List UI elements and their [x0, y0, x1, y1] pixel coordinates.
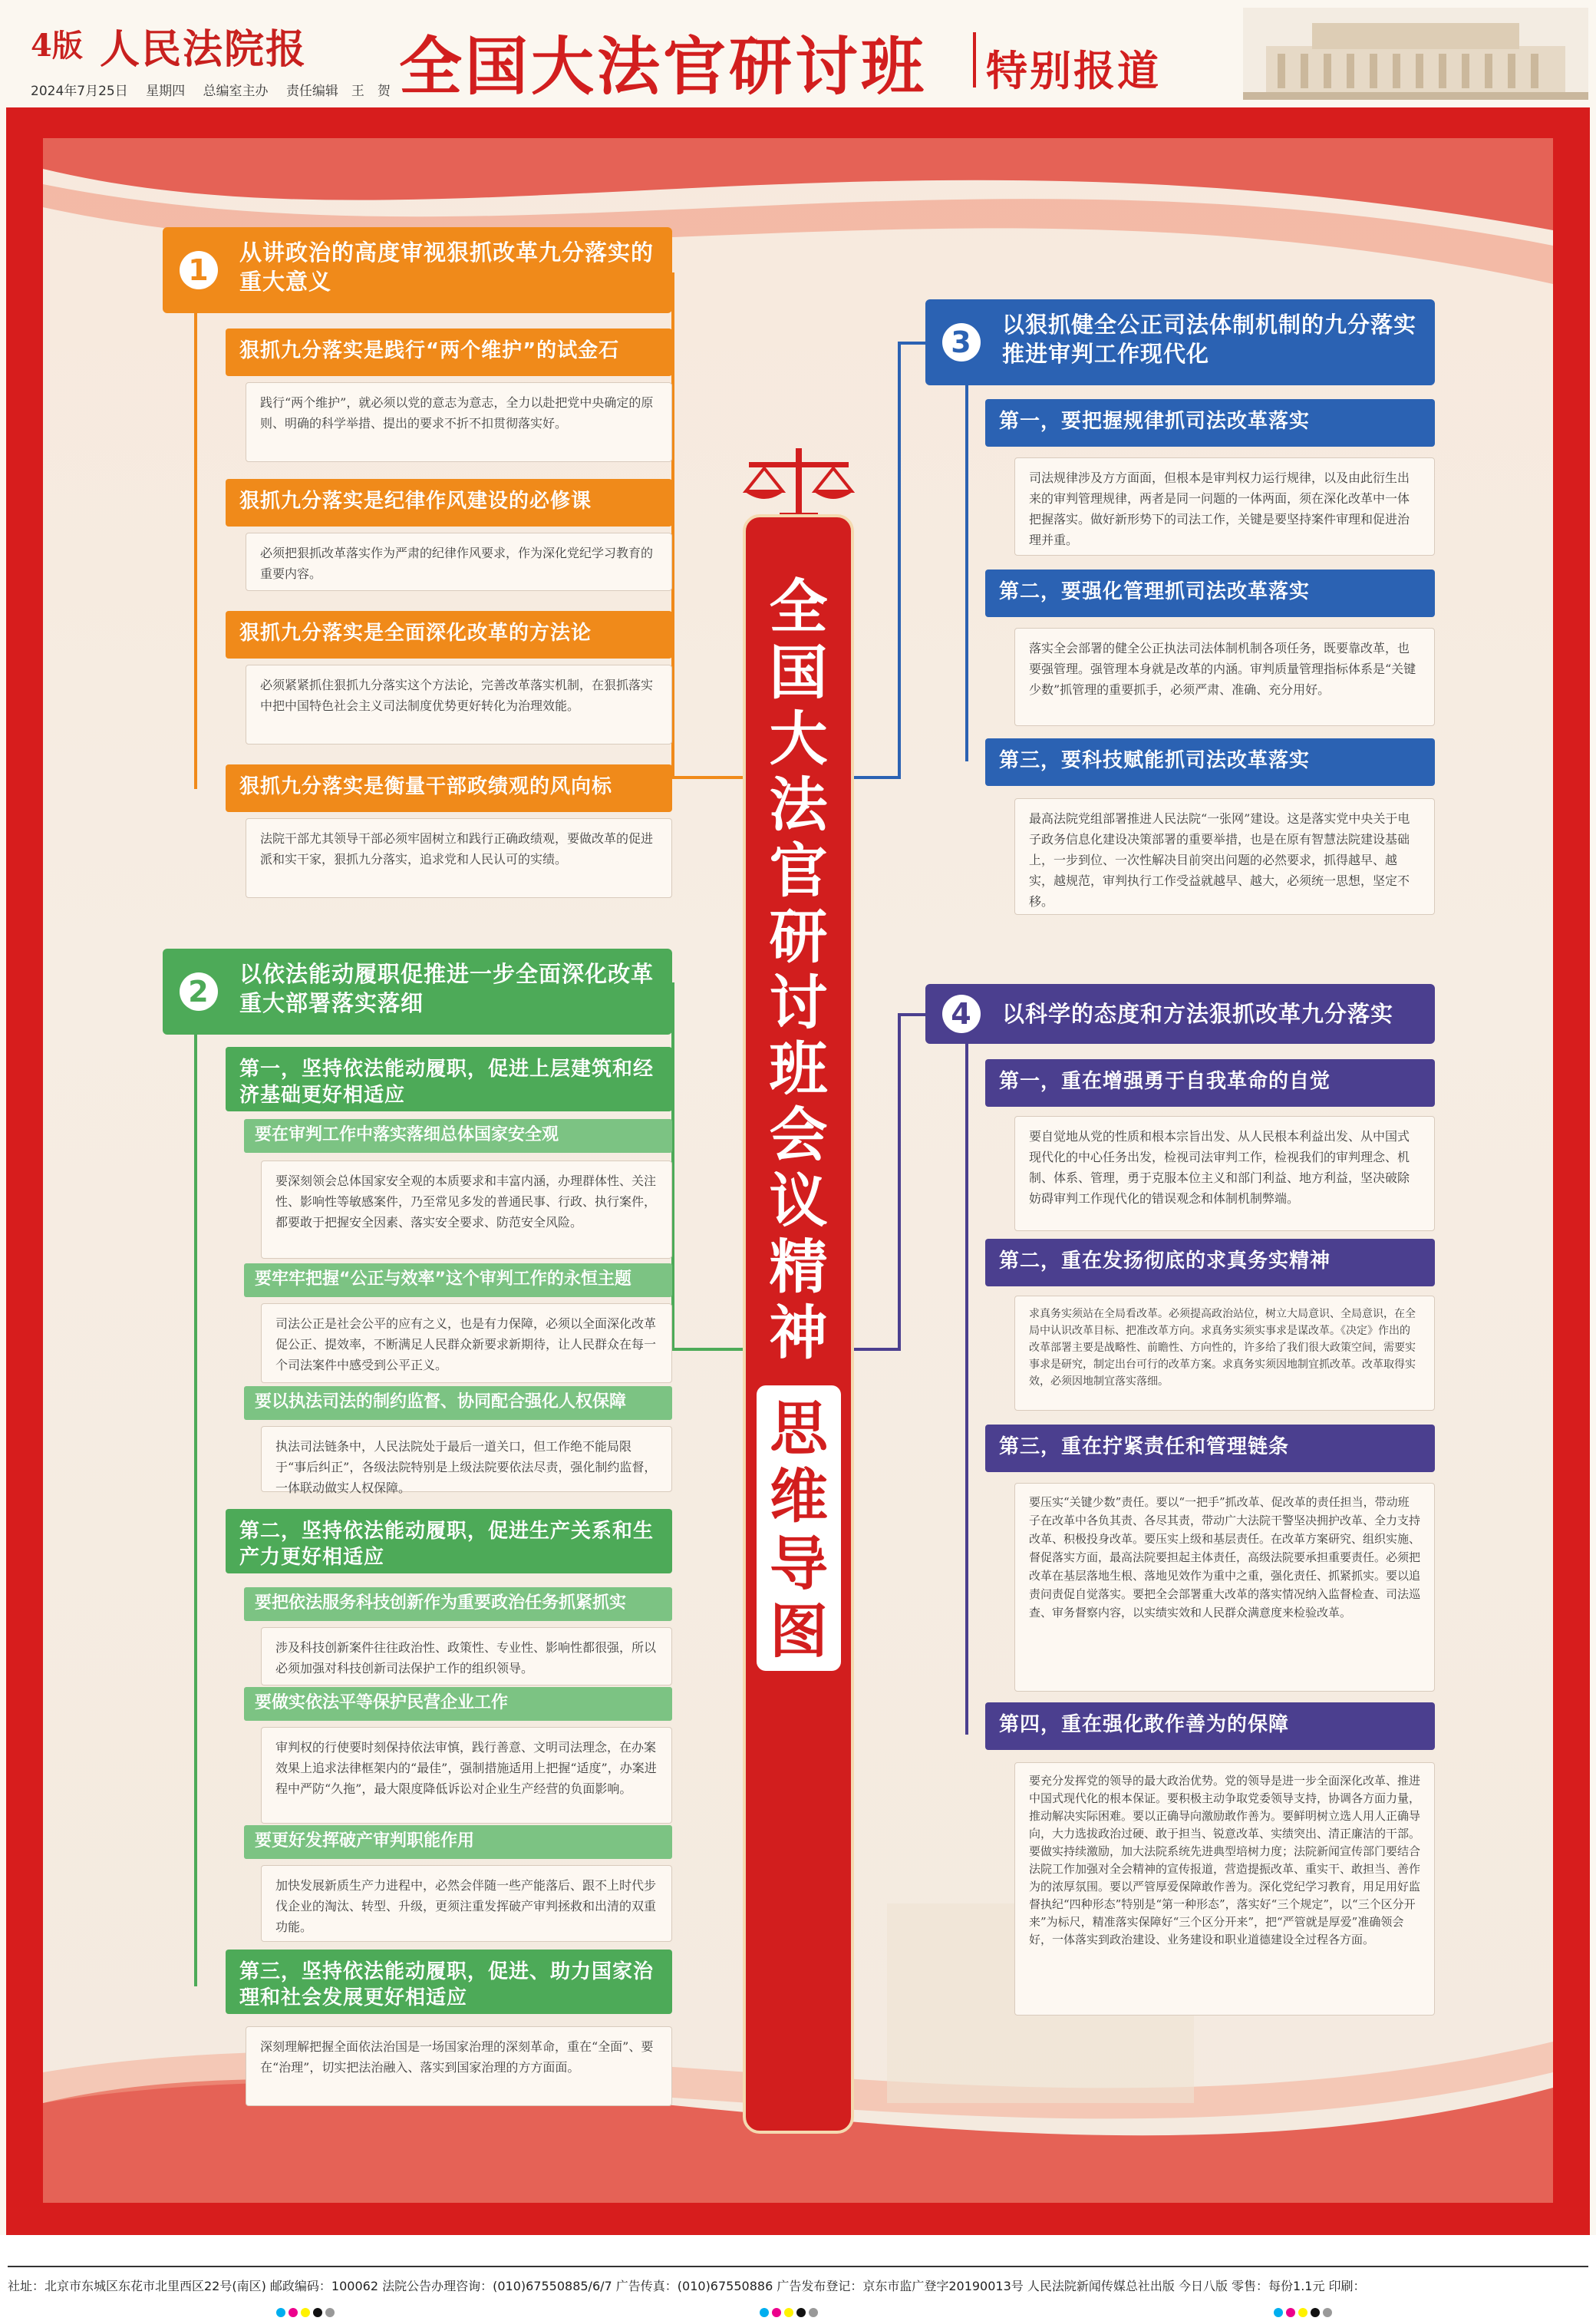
s1-item-3-title: 狠抓九分落实是全面深化改革的方法论	[226, 611, 672, 659]
s3-item-1-title: 第一，要把握规律抓司法改革落实	[985, 399, 1435, 447]
edition-label: 4版	[31, 28, 83, 64]
s2-p1-item-3-title: 要以执法司法的制约监督、协同配合强化人权保障	[244, 1386, 672, 1420]
section-2-header	[163, 949, 672, 1035]
s1-item-2-title: 狠抓九分落实是纪律作风建设的必修课	[226, 479, 672, 527]
s4-item-1-title: 第一，重在增强勇于自我革命的自觉	[985, 1059, 1435, 1107]
section-3-number: 3	[942, 323, 981, 362]
s2-p2-item-2-title: 要做实依法平等保护民营企业工作	[244, 1687, 672, 1721]
s2-p2-item-2-text: 审判权的行使要时刻保持依法审慎，践行善意、文明司法理念，在办案效果上追求法律框架内的“最佳”，强制措施适用上把握“适度”，办案进程中严防“久拖”，最大限度降低诉讼对企业生产经营的负面影响。	[261, 1727, 672, 1824]
print-marks-right	[1274, 2306, 1358, 2316]
s2-p2-item-3-text: 加快发展新质生产力进程中，必然会伴随一些产能落后、跟不上时代步伐企业的淘汰、转型、升级，更须注重发挥破产审判拯救和出清的双重功能。	[261, 1865, 672, 1942]
s4-item-3-text: 要压实“关键少数”责任。要以“一把手”抓改革、促改革的责任担当，带动班子在改革中各负其责、各尽其责，带动广大法院干警坚决拥护改革、全力支持改革、积极投身改革。要压实上级和基层责任。在改革方案研究、组织实施、督促落实方面，最高法院要担起主体责任，高级法院要承担重要责任。必须把改革在基层落地生根、落地见效作为重中之重，强化责任、抓紧抓实。要以追责问责促自觉落实。要把全会部署重大改革的落实情况纳入监督检查、司法巡查、审务督察内容，以实绩实效和人民群众满意度来检验改革。	[1014, 1483, 1435, 1692]
s4-item-2-text: 求真务实须站在全局看改革。必须提高政治站位，树立大局意识、全局意识，在全局中认识改革目标、把准改革方向。求真务实须实事求是谋改革。《决定》作出的改革部署主要是战略性、前瞻性、方向性的，许多给了我们很大政策空间，需要实事求是研究，制定出台可行的改革方案。求真务实须因地制宜抓改革。改革取得实效，必须因地制宜落实落细。	[1014, 1296, 1435, 1411]
title-separator	[973, 32, 976, 87]
s3-item-2-title: 第二，要强化管理抓司法改革落实	[985, 570, 1435, 617]
connector-s3	[898, 342, 901, 779]
s1-item-4-text: 法院干部尤其领导干部必须牢固树立和践行正确政绩观，要做改革的促进派和实干家，狠抓九分落实，追求党和人民认可的实绩。	[246, 818, 672, 898]
s2-part-2-title: 第二，坚持依法能动履职，促进生产关系和生产力更好相适应	[226, 1509, 672, 1573]
s3-item-3-title: 第三，要科技赋能抓司法改革落实	[985, 738, 1435, 786]
section-4-title: 以科学的态度和方法狠抓改革九分落实	[1002, 1001, 1394, 1027]
s4-item-4-text: 要充分发挥党的领导的最大政治优势。党的领导是进一步全面深化改革、推进中国式现代化的根本保证。要积极主动争取党委领导支持，协调各方面力量，推动解决实际困难。要以正确导向激励敢作善为。要鲜明树立选人用人正确导向，大力选拔政治过硬、敢于担当、锐意改革、实绩突出、清正廉洁的干部。要做实持续激励，加大法院系统先进典型培树力度；法院新闻宣传部门要结合法院工作加强对全会精神的宣传报道，营造提振改革、重实干、敢担当、善作为的浓厚氛围。要以严管厚爱保障敢作善为。深化党纪学习教育，用足用好监督执纪“四种形态”特别是“第一种形态”，落实好“三个规定”，以“三个区分开来”为标尺，精准落实保障好“三个区分开来”，把“严管就是厚爱”准确领会好，一体落实到政治建设、业务建设和职业道德建设全过程各方面。	[1014, 1762, 1435, 2016]
s2-p1-item-3-text: 执法司法链条中，人民法院处于最后一道关口，但工作绝不能局限于“事后纠正”，各级法院特别是上级法院要依法尽责，强化制约监督，一体联动做实人权保障。	[261, 1426, 672, 1492]
section-1-title: 从讲政治的高度审视狠抓改革九分落实的重大意义	[239, 239, 655, 295]
s2-p1-item-2-text: 司法公正是社会公平的应有之义，也是有力保障，必须以全面深化改革促公正、提效率，不断满足人民群众新要求新期待，让人民群众在每一个司法案件中感受到公平正义。	[261, 1303, 672, 1383]
print-marks-left	[276, 2306, 361, 2316]
section-1-header	[163, 227, 672, 313]
mind-map-label: 思维导图	[770, 1395, 828, 1666]
issue-date: 2024年7月25日	[31, 84, 128, 99]
section-1-branch	[194, 313, 197, 789]
section-3-header	[925, 299, 1435, 385]
connector-s4	[898, 1013, 901, 1351]
section-3-branch	[965, 385, 968, 761]
footer-rule	[8, 2266, 1588, 2267]
s2-part-3-title: 第三，坚持依法能动履职，促进、助力国家治理和社会发展更好相适应	[226, 1950, 672, 2014]
s1-item-1-title: 狠抓九分落实是践行“两个维护”的试金石	[226, 329, 672, 376]
footer-info: 社址：北京市东城区东花市北里西区22号(南区) 邮政编码：100062 法院公告办理咨询：(010)67550885/6/7 广告传真：(010)67550886 广告发布登记：京东市监广登字20190013号 人民法院新闻传媒总社出版 今日八版 零售：每份1.1元 印刷：	[8, 2279, 1366, 2293]
section-4-header	[925, 984, 1435, 1044]
print-marks-center	[760, 2306, 844, 2316]
s2-part-3-text: 深刻理解把握全面依法治国是一场国家治理的深刻革命，重在“全面”、要在“治理”，切实把法治融入、落实到国家治理的方方面面。	[246, 2026, 672, 2106]
s1-item-2-text: 必须把狠抓改革落实作为严肃的纪律作风要求，作为深化党纪学习教育的重要内容。	[246, 533, 672, 591]
newspaper-name: 人民法院报	[100, 26, 308, 73]
connector-s1-h	[671, 776, 743, 779]
connector-s3-h	[854, 776, 900, 779]
section-3-title: 以狠抓健全公正司法体制机制的九分落实推进审判工作现代化	[1002, 312, 1417, 367]
center-title: 全国大法官研讨班会议精神	[769, 573, 828, 1367]
connector-s2-h	[671, 1348, 743, 1351]
section-2-title: 以依法能动履职促推进一步全面深化改革重大部署落实落细	[239, 961, 655, 1016]
s2-part-1-title: 第一，坚持依法能动履职，促进上层建筑和经济基础更好相适应	[226, 1047, 672, 1111]
editor: 责任编辑 王 贺	[285, 84, 391, 99]
s2-p1-item-1-title: 要在审判工作中落实落细总体国家安全观	[244, 1119, 672, 1153]
issue-weekday: 星期四	[146, 84, 186, 99]
s1-item-3-text: 必须紧紧抓住狠抓九分落实这个方法论，完善改革落实机制，在狠抓落实中把中国特色社会主义司法制度优势更好转化为治理效能。	[246, 665, 672, 745]
section-4-number: 4	[942, 995, 981, 1033]
s2-p1-item-1-text: 要深刻领会总体国家安全观的本质要求和丰富内涵，办理群体性、关注性、影响性等敏感案件，乃至常见多发的普通民事、行政、执行案件，都要敢于把握安全因素、落实安全要求、防范安全风险。	[261, 1160, 672, 1259]
s3-item-1-text: 司法规律涉及方方面面，但根本是审判权力运行规律，以及由此衍生出来的审判管理规律，两者是同一问题的一体两面，须在深化改革中一体把握落实。做好新形势下的司法工作，关键是要坚持案件审理和促进治理并重。	[1014, 457, 1435, 556]
s1-item-1-text: 践行“两个维护”，就必须以党的意志为意志，全力以赴把党中央确定的原则、明确的科学举措、提出的要求不折不扣贯彻落实好。	[246, 382, 672, 462]
s2-p1-item-2-title: 要牢牢把握“公正与效率”这个审判工作的永恒主题	[244, 1263, 672, 1297]
s1-item-4-title: 狠抓九分落实是衡量干部政绩观的风向标	[226, 764, 672, 812]
section-4-branch	[965, 1044, 968, 1735]
special-subtitle: 特别报道	[986, 47, 1161, 95]
connector-s3-top	[898, 342, 928, 345]
issue-meta	[31, 80, 404, 99]
s2-p2-item-3-title: 要更好发挥破产审判职能作用	[244, 1825, 672, 1859]
chief-dept: 总编室主办	[203, 84, 269, 99]
court-building-image	[1243, 8, 1588, 100]
scales-of-justice-icon	[741, 445, 856, 522]
section-2-number: 2	[180, 972, 218, 1011]
s4-item-4-title: 第四，重在强化敢作善为的保障	[985, 1702, 1435, 1750]
special-title: 全国大法官研讨班	[399, 32, 928, 102]
s3-item-2-text: 落实全会部署的健全公正执法司法体制机制各项任务，既要靠改革，也要强管理。强管理本身就是改革的内涵。审判质量管理指标体系是“关键少数”抓管理的重要抓手，必须严肃、准确、充分用好。	[1014, 628, 1435, 726]
s4-item-2-title: 第二，重在发扬彻底的求真务实精神	[985, 1239, 1435, 1286]
s2-p2-item-1-title: 要把依法服务科技创新作为重要政治任务抓紧抓实	[244, 1587, 672, 1621]
s4-item-1-text: 要自觉地从党的性质和根本宗旨出发、从人民根本利益出发、从中国式现代化的中心任务出发，检视司法审判工作，检视我们的审判理念、机制、体系、管理，勇于克服本位主义和部门利益、地方利益，坚决破除妨碍审判工作现代化的错误观念和体制机制弊端。	[1014, 1116, 1435, 1231]
s3-item-3-text: 最高法院党组部署推进人民法院“一张网”建设。这是落实党中央关于电子政务信息化建设决策部署的重要举措，也是在原有智慧法院建设基础上，一步到位、一次性解决目前突出问题的必然要求，抓得越早、越实，越规范，审判执行工作受益就越早、越大，必须统一思想，坚定不移。	[1014, 798, 1435, 915]
section-2-branch	[194, 1035, 197, 1986]
s4-item-3-title: 第三，重在拧紧责任和管理链条	[985, 1425, 1435, 1472]
s2-p2-item-1-text: 涉及科技创新案件往往政治性、政策性、专业性、影响性都很强，所以必须加强对科技创新司法保护工作的组织领导。	[261, 1627, 672, 1685]
connector-s4-h	[854, 1348, 900, 1351]
section-1-number: 1	[180, 251, 218, 289]
connector-s4-top	[898, 1013, 928, 1016]
